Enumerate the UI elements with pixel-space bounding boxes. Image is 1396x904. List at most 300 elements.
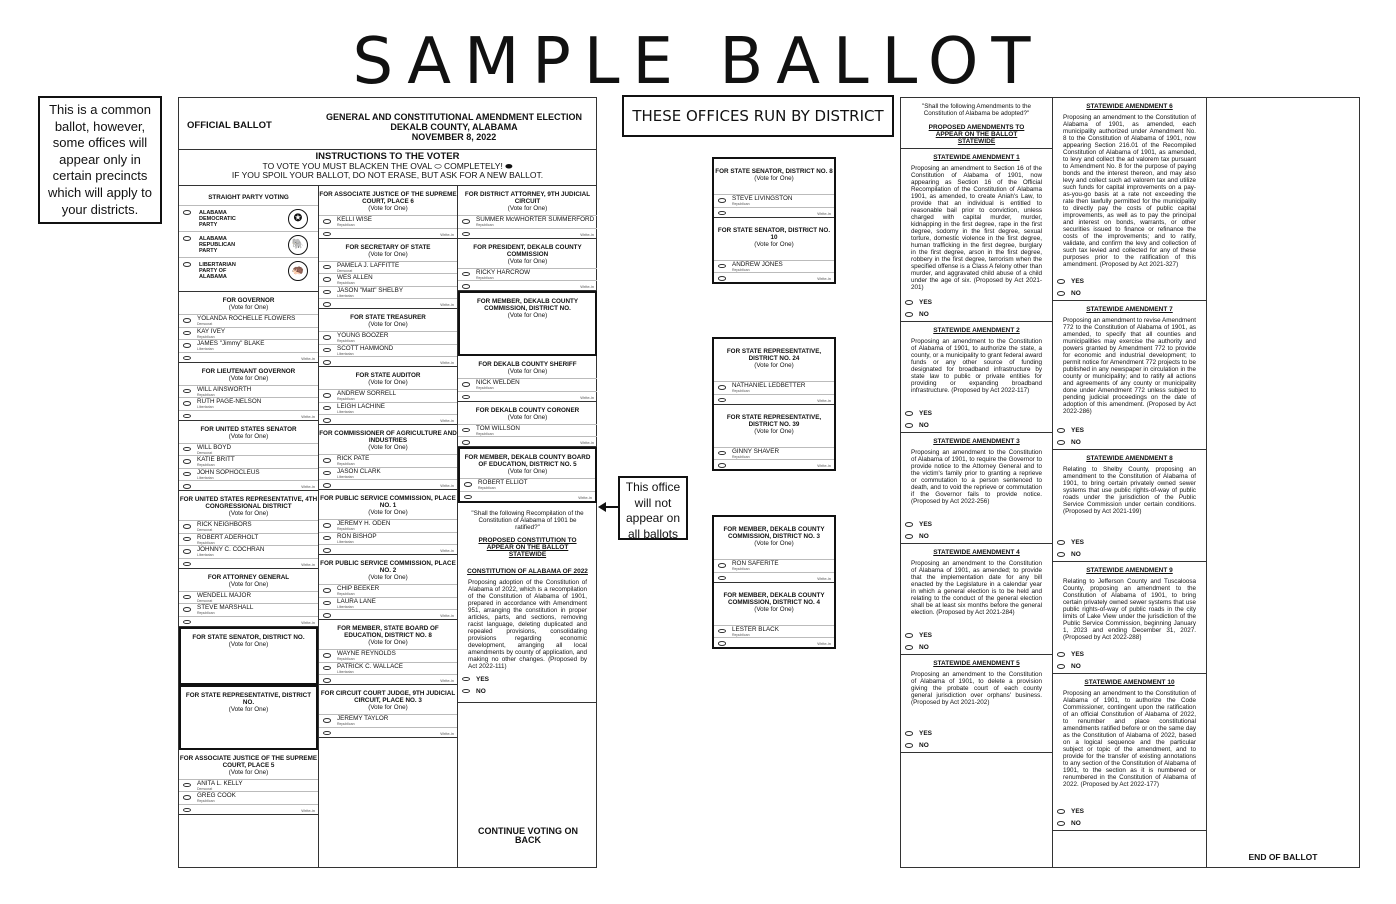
candidate-option[interactable] xyxy=(458,215,597,228)
candidate-party: Democrat xyxy=(197,528,213,532)
vote-oval[interactable] xyxy=(183,795,191,800)
vote-oval[interactable] xyxy=(464,495,472,500)
vote-oval[interactable] xyxy=(183,549,191,554)
write-in-option[interactable] xyxy=(319,674,457,684)
no-option[interactable] xyxy=(1053,437,1206,449)
vote-oval[interactable] xyxy=(905,300,913,305)
no-option[interactable] xyxy=(1053,818,1206,830)
ballot-column-2 xyxy=(319,186,458,867)
candidate-name: ANDREW SORRELL xyxy=(337,390,397,397)
vote-oval[interactable] xyxy=(323,348,331,353)
vote-oval[interactable] xyxy=(718,276,726,281)
vote-oval[interactable] xyxy=(905,411,913,416)
write-in-label: Write-in xyxy=(440,730,454,736)
write-in-option[interactable] xyxy=(319,356,457,366)
no-option[interactable] xyxy=(1053,661,1206,673)
amendment-text: Proposing an amendment to the Constitution of Alabama of 1901, to require the Governor to provide notice to the Attorney General and to the victim's family prior to granting a reprieve or commutation to a person sentenced to death, and to void the reprieve or commutation if the Governor fails to provide notice. (Proposed by Act 2022-256) xyxy=(911,449,1042,505)
candidate-option[interactable] xyxy=(319,261,457,274)
candidate-name: LAURA LANE xyxy=(337,597,376,605)
vote-instruction: (Vote for One) xyxy=(507,468,548,475)
party-option[interactable] xyxy=(179,231,318,257)
ballot-back xyxy=(900,97,1360,868)
write-in-option[interactable] xyxy=(714,207,834,217)
candidate-party: Republican xyxy=(197,392,215,397)
candidate-party: Republican xyxy=(476,275,494,280)
write-in-option[interactable] xyxy=(714,459,834,469)
write-in-option[interactable] xyxy=(179,804,318,814)
yes-label: YES xyxy=(1071,651,1085,658)
vote-oval[interactable] xyxy=(323,666,331,671)
no-option[interactable] xyxy=(901,531,1052,543)
no-option[interactable] xyxy=(901,309,1052,321)
candidate-option[interactable] xyxy=(179,533,318,546)
candidate-name: RICK NEIGHBORS xyxy=(197,521,252,528)
vote-oval[interactable] xyxy=(183,236,191,241)
contest xyxy=(179,491,318,569)
no-label: NO xyxy=(1071,439,1081,446)
candidate-option[interactable] xyxy=(179,443,318,456)
candidate-option[interactable] xyxy=(319,584,457,597)
vote-oval[interactable] xyxy=(323,393,331,398)
vote-oval[interactable] xyxy=(718,629,726,634)
spacer xyxy=(901,398,1052,408)
vote-oval[interactable] xyxy=(183,783,191,788)
candidate-option[interactable] xyxy=(319,532,457,545)
contest-title: FOR STATE SENATOR, DISTRICT NO. xyxy=(192,633,305,641)
vote-oval[interactable] xyxy=(1057,279,1065,284)
no-option[interactable] xyxy=(901,642,1052,654)
amendment-text: Proposing an amendment to the Constitution of Alabama of 1901, as amended; to provide that the implementation date for any bill enacted by the Legislature in a calendar year in which a general election is to be held and relating to the conduct of the general election shall be at least six months before the general election. (Proposed by Act 2021-284) xyxy=(911,560,1042,616)
vote-oval[interactable] xyxy=(323,613,331,618)
candidate-option[interactable] xyxy=(319,597,457,610)
vote-oval[interactable] xyxy=(718,198,726,203)
candidate-option[interactable] xyxy=(319,331,457,344)
write-in-label: Write-in xyxy=(301,484,315,489)
write-in-label: Write-in xyxy=(580,284,594,289)
vote-oval[interactable] xyxy=(183,808,191,813)
write-in-option[interactable] xyxy=(714,272,834,282)
vote-oval[interactable] xyxy=(718,451,726,456)
vote-oval[interactable] xyxy=(323,360,331,365)
amendment-text: Relating to Shelby County, proposing an amendment to the Constitution of Alabama of 1901, to bring certain privately owned sewer systems that use public rights-of-way of public roads under the jurisdiction of the Public Service Commission under certain conditions. (Proposed by Act 2021-199) xyxy=(1063,466,1196,515)
candidate-name: WILL BOYD xyxy=(197,443,232,451)
candidate-option[interactable] xyxy=(179,314,318,327)
candidate-option[interactable] xyxy=(179,339,318,352)
write-in-option[interactable] xyxy=(319,609,457,619)
vote-oval[interactable] xyxy=(183,562,191,567)
amendment-title: STATEWIDE AMENDMENT 3 xyxy=(933,438,1020,445)
vote-oval[interactable] xyxy=(718,211,726,216)
vote-oval[interactable] xyxy=(462,232,470,237)
candidate-option[interactable] xyxy=(458,268,597,281)
vote-oval[interactable] xyxy=(323,731,331,736)
vote-oval[interactable] xyxy=(462,428,470,433)
candidate-party: Libertarian xyxy=(197,405,214,409)
candidate-option[interactable] xyxy=(714,194,834,207)
ballot-column-1 xyxy=(179,186,319,867)
candidate-name: ROBERT ELLIOT xyxy=(478,479,528,486)
vote-oval[interactable] xyxy=(1057,809,1065,814)
vote-instruction: (Vote for One) xyxy=(368,444,408,451)
no-option[interactable] xyxy=(1053,288,1206,300)
yes-option[interactable] xyxy=(1053,425,1206,437)
vote-oval[interactable] xyxy=(183,262,191,267)
candidate-name: RON SAFERITE xyxy=(732,560,779,567)
vote-oval[interactable] xyxy=(183,620,191,625)
vote-instruction: (Vote for One) xyxy=(754,605,794,613)
amendment-title: STATEWIDE AMENDMENT 2 xyxy=(933,327,1020,334)
party-option[interactable] xyxy=(179,257,318,283)
candidate-party: Republican xyxy=(476,431,494,436)
vote-oval[interactable] xyxy=(1057,652,1065,657)
ballot-header xyxy=(179,98,596,150)
candidate-option[interactable] xyxy=(179,791,318,804)
contest-title: FOR MEMBER, DEKALB COUNTY COMMISSION, DISTRICT NO. xyxy=(476,298,579,312)
write-in-option[interactable] xyxy=(714,637,834,647)
vote-oval[interactable] xyxy=(183,331,191,336)
candidate-name: JEREMY TAYLOR xyxy=(337,715,389,722)
recomp-no-option[interactable]: NO xyxy=(458,686,597,698)
candidate-party: Libertarian xyxy=(337,474,354,479)
vote-oval[interactable] xyxy=(183,210,191,215)
vote-oval[interactable] xyxy=(323,471,331,476)
vote-oval[interactable] xyxy=(1057,291,1065,296)
yes-option[interactable] xyxy=(1053,537,1206,549)
contest-title: FOR PRESIDENT, DEKALB COUNTY COMMISSION xyxy=(473,243,582,258)
vote-oval[interactable] xyxy=(718,576,726,581)
vote-oval[interactable] xyxy=(183,389,191,394)
no-option[interactable] xyxy=(1053,549,1206,561)
candidate-name: PAMELA J. LAFFITTE xyxy=(337,261,400,269)
amendment-text: Proposing an amendment to the Constitution of Alabama of 1901, to authorize the state, a county, or a municipality to grant federal award funds or any other source of funding designated for broadband infrastructure by state law to public or private entities for providing or expanding broadband infrastructure. (Proposed by Act 2022-117) xyxy=(911,338,1042,394)
write-in-option[interactable] xyxy=(319,727,457,737)
vote-oval[interactable] xyxy=(183,459,191,464)
vote-oval[interactable] xyxy=(323,265,331,270)
vote-oval[interactable] xyxy=(323,523,331,528)
vote-oval[interactable] xyxy=(718,563,726,568)
amendments-column-3 xyxy=(1207,98,1359,867)
candidate-option[interactable] xyxy=(179,397,318,410)
vote-oval[interactable] xyxy=(323,406,331,411)
contest-title: FOR MEMBER, STATE BOARD OF EDUCATION, DISTRICT NO. 8 xyxy=(337,625,439,639)
straight-party-race: STRAIGHT PARTY VOTING ALABAMA DEMOCRATIC PARTY ✪ ALABAMA REPUBLICAN PARTY 🐘 LIBERTARIAN PARTY OF ALABAMA 🦔 xyxy=(179,186,318,292)
vote-oval[interactable] xyxy=(905,633,913,638)
candidate-option[interactable] xyxy=(179,385,318,398)
contest-title: FOR COMMISSIONER OF AGRICULTURE AND INDUSTRIES xyxy=(319,430,457,444)
candidate-party: Republican xyxy=(732,267,750,272)
vote-oval[interactable] xyxy=(462,382,470,387)
vote-oval[interactable] xyxy=(323,588,331,593)
write-in-label: Write-in xyxy=(440,360,454,365)
contest xyxy=(714,159,834,218)
contest xyxy=(714,583,834,648)
write-in-label: Write-in xyxy=(817,210,831,216)
write-in-option[interactable] xyxy=(179,410,318,420)
candidate-option[interactable] xyxy=(319,402,457,415)
vote-oval[interactable] xyxy=(905,312,913,317)
vote-oval[interactable] xyxy=(323,548,331,553)
amendment xyxy=(1053,450,1206,562)
write-in-option[interactable] xyxy=(319,228,457,238)
write-in-label: Write-in xyxy=(817,641,831,646)
vote-oval[interactable] xyxy=(1057,540,1065,545)
candidate-party: Republican xyxy=(197,334,215,339)
vote-oval[interactable] xyxy=(183,595,191,600)
candidate-party: Democrat xyxy=(197,322,213,326)
vote-oval[interactable] xyxy=(183,472,191,477)
vote-oval[interactable] xyxy=(323,418,331,423)
vote-oval[interactable] xyxy=(1057,821,1065,826)
vote-oval[interactable] xyxy=(905,743,913,748)
write-in-option[interactable] xyxy=(714,572,834,582)
empty-space xyxy=(181,651,316,683)
amendments-column-2 xyxy=(1053,98,1207,867)
amendment xyxy=(901,322,1052,433)
vote-oval[interactable] xyxy=(1057,552,1065,557)
vote-oval[interactable] xyxy=(183,447,191,452)
candidate-option[interactable] xyxy=(319,389,457,402)
republican-elephant-icon: 🐘 xyxy=(288,235,308,255)
vote-oval[interactable] xyxy=(462,272,470,277)
write-in-option[interactable] xyxy=(319,479,457,489)
yes-option[interactable] xyxy=(901,630,1052,642)
vote-oval[interactable] xyxy=(462,395,470,400)
candidate-party: Libertarian xyxy=(337,351,354,356)
empty-space xyxy=(181,716,316,748)
yes-option[interactable] xyxy=(1053,276,1206,288)
candidate-option[interactable] xyxy=(458,378,597,391)
write-in-option[interactable] xyxy=(460,491,595,501)
contest xyxy=(179,421,318,492)
write-in-option[interactable] xyxy=(179,616,318,626)
write-in-option[interactable] xyxy=(458,228,597,238)
vote-oval[interactable] xyxy=(464,482,472,487)
vote-oval[interactable] xyxy=(323,335,331,340)
vote-oval[interactable] xyxy=(323,718,331,723)
candidate-option[interactable] xyxy=(319,467,457,480)
party-option[interactable] xyxy=(179,205,318,231)
recomp-yes-option[interactable]: YES xyxy=(458,674,597,686)
vote-instruction: (Vote for One) xyxy=(368,205,408,212)
office-callout: This office will not appear on all ballots xyxy=(618,476,688,540)
amendment xyxy=(1053,301,1206,450)
contest xyxy=(458,402,597,448)
official-ballot-label: OFFICIAL BALLOT xyxy=(187,120,272,131)
write-in-option[interactable] xyxy=(458,391,597,401)
no-label: NO xyxy=(919,422,929,429)
vote-oval[interactable] xyxy=(183,401,191,406)
write-in-option[interactable] xyxy=(179,352,318,362)
vote-oval[interactable] xyxy=(323,232,331,237)
vote-oval[interactable] xyxy=(323,653,331,658)
vote-oval[interactable] xyxy=(718,641,726,646)
candidate-option[interactable] xyxy=(179,455,318,468)
contest xyxy=(319,685,457,738)
write-in-option[interactable] xyxy=(458,436,597,446)
candidate-option[interactable] xyxy=(179,327,318,340)
contest-title: FOR UNITED STATES REPRESENTATIVE, 4TH CONGRESSIONAL DISTRICT xyxy=(179,496,318,510)
vote-oval[interactable] xyxy=(183,343,191,348)
vote-oval[interactable] xyxy=(718,398,726,403)
vote-oval[interactable] xyxy=(323,483,331,488)
candidate-option[interactable] xyxy=(714,447,834,460)
vote-oval[interactable] xyxy=(323,458,331,463)
yes-label: YES xyxy=(1071,278,1085,285)
candidate-option[interactable] xyxy=(179,591,318,604)
spacer xyxy=(901,509,1052,519)
amendment-title: STATEWIDE AMENDMENT 10 xyxy=(1084,679,1175,686)
write-in-option[interactable] xyxy=(458,280,597,290)
yes-option[interactable] xyxy=(901,519,1052,531)
election-info: GENERAL AND CONSTITUTIONAL AMENDMENT ELECTION DEKALB COUNTY, ALABAMA NOVEMBER 8, 2022 xyxy=(326,112,582,142)
candidate-name: KATIE BRITT xyxy=(197,456,235,463)
candidate-name: JOHNNY C. COCHRAN xyxy=(197,546,265,553)
empty-space xyxy=(460,322,595,354)
vote-oval[interactable] xyxy=(1057,440,1065,445)
write-in-option[interactable] xyxy=(319,544,457,554)
candidate-option[interactable] xyxy=(179,545,318,558)
yes-label: YES xyxy=(1071,427,1085,434)
candidate-option[interactable] xyxy=(319,519,457,532)
write-in-label: Write-in xyxy=(817,575,831,581)
candidate-party: Republican xyxy=(197,540,215,545)
amendment xyxy=(1053,562,1206,674)
candidate-option[interactable] xyxy=(319,714,457,727)
contest-title: FOR MEMBER, DEKALB COUNTY BOARD OF EDUCATION, DISTRICT NO. 5 xyxy=(464,454,591,468)
no-label: NO xyxy=(919,533,929,540)
candidate-name: RICKY HARCROW xyxy=(476,268,531,276)
vote-instruction: (Vote for One) xyxy=(228,640,269,648)
candidate-option[interactable] xyxy=(179,468,318,481)
vote-oval[interactable] xyxy=(183,537,191,542)
write-in-label: Write-in xyxy=(580,440,594,445)
ballot-column-3 xyxy=(458,186,597,867)
vote-oval[interactable] xyxy=(905,731,913,736)
vote-oval[interactable] xyxy=(183,318,191,323)
vote-instruction: (Vote for One) xyxy=(228,374,269,382)
vote-oval[interactable] xyxy=(183,484,191,489)
contest xyxy=(714,218,834,283)
vote-oval[interactable] xyxy=(323,277,331,282)
contest xyxy=(714,517,834,583)
vote-oval[interactable] xyxy=(718,463,726,468)
contest-title: FOR DISTRICT ATTORNEY, 9TH JUDICIAL CIRCUIT xyxy=(464,191,591,205)
candidate-option[interactable] xyxy=(714,381,834,394)
vote-oval[interactable] xyxy=(905,423,913,428)
vote-oval[interactable] xyxy=(183,356,191,361)
vote-instruction: (Vote for One) xyxy=(754,240,794,248)
candidate-party: Republican xyxy=(337,592,355,596)
no-option[interactable] xyxy=(901,740,1052,752)
candidate-option[interactable] xyxy=(319,662,457,675)
contest-title: FOR STATE TREASURER xyxy=(350,314,426,321)
vote-oval[interactable] xyxy=(462,440,470,445)
candidate-option[interactable] xyxy=(319,273,457,286)
candidate-option[interactable] xyxy=(179,779,318,792)
left-arrow-icon xyxy=(598,500,620,514)
candidate-party: Republican xyxy=(337,339,355,343)
write-in-option[interactable] xyxy=(179,558,318,568)
candidate-option[interactable] xyxy=(458,424,597,437)
yes-option[interactable] xyxy=(1053,806,1206,818)
vote-oval[interactable] xyxy=(905,522,913,527)
vote-oval[interactable] xyxy=(323,219,331,224)
contest-title: FOR UNITED STATES SENATOR xyxy=(200,425,297,433)
yes-option[interactable] xyxy=(901,728,1052,740)
vote-oval[interactable] xyxy=(183,524,191,529)
yes-option[interactable] xyxy=(901,408,1052,420)
vote-oval[interactable] xyxy=(323,536,331,541)
vote-oval[interactable] xyxy=(323,302,331,307)
voter-instructions: INSTRUCTIONS TO THE VOTER TO VOTE YOU MUST BLACKEN THE OVAL ⬭ COMPLETELY! ⬬ IF YOU SPOIL YOUR BALLOT, DO NOT ERASE, BUT ASK FOR A NEW BALLOT. xyxy=(179,150,596,186)
vote-oval[interactable] xyxy=(718,264,726,269)
candidate-option[interactable] xyxy=(319,454,457,467)
vote-instruction: (Vote for One) xyxy=(754,540,794,547)
yes-option[interactable] xyxy=(901,297,1052,309)
candidate-name: KELLI WISE xyxy=(337,216,372,223)
candidate-name: NATHANIEL LEDBETTER xyxy=(732,382,806,389)
contest-title: FOR STATE REPRESENTATIVE, DISTRICT NO. 24 xyxy=(726,348,822,362)
yes-option[interactable] xyxy=(1053,649,1206,661)
amendment-title: STATEWIDE AMENDMENT 7 xyxy=(1086,306,1173,313)
no-option[interactable] xyxy=(901,420,1052,432)
vote-oval[interactable] xyxy=(718,385,726,390)
yes-label: YES xyxy=(919,299,933,306)
candidate-party: Democrat xyxy=(197,598,213,603)
vote-oval[interactable] xyxy=(323,601,331,606)
candidate-name: LEIGH LACHINE xyxy=(337,402,385,410)
contest xyxy=(458,239,597,292)
vote-oval[interactable] xyxy=(462,219,470,224)
write-in-option[interactable] xyxy=(319,298,457,308)
vote-oval[interactable] xyxy=(1057,664,1065,669)
vote-oval[interactable] xyxy=(323,678,331,683)
write-in-option[interactable] xyxy=(714,394,834,404)
end-of-ballot-label: END OF BALLOT xyxy=(1248,852,1318,862)
contest xyxy=(179,627,318,685)
vote-oval[interactable] xyxy=(323,290,331,295)
candidate-option[interactable] xyxy=(319,649,457,662)
contest xyxy=(714,405,834,470)
write-in-option[interactable] xyxy=(179,480,318,490)
candidate-party: Libertarian xyxy=(337,293,354,298)
candidate-option[interactable] xyxy=(179,603,318,616)
candidate-option[interactable] xyxy=(179,520,318,533)
amendment xyxy=(901,655,1052,753)
vote-oval[interactable] xyxy=(905,645,913,650)
vote-instruction: (Vote for One) xyxy=(228,304,269,311)
candidate-option[interactable] xyxy=(714,625,834,638)
write-in-label: Write-in xyxy=(301,355,315,361)
vote-oval[interactable] xyxy=(462,284,470,289)
vote-oval[interactable] xyxy=(1057,428,1065,433)
candidate-option[interactable] xyxy=(319,215,457,228)
candidate-option[interactable] xyxy=(714,559,834,572)
vote-oval[interactable] xyxy=(905,534,913,539)
vote-oval[interactable] xyxy=(183,414,191,419)
candidate-party: Libertarian xyxy=(337,669,354,674)
candidate-option[interactable] xyxy=(460,478,595,491)
write-in-option[interactable] xyxy=(319,414,457,424)
no-label: NO xyxy=(1071,820,1081,827)
candidate-option[interactable] xyxy=(319,344,457,357)
candidate-option[interactable] xyxy=(714,260,834,273)
contest xyxy=(319,186,457,239)
contest xyxy=(319,620,457,685)
vote-oval[interactable] xyxy=(183,607,191,612)
candidate-option[interactable] xyxy=(319,286,457,299)
vote-instruction: (Vote for One) xyxy=(228,580,269,588)
